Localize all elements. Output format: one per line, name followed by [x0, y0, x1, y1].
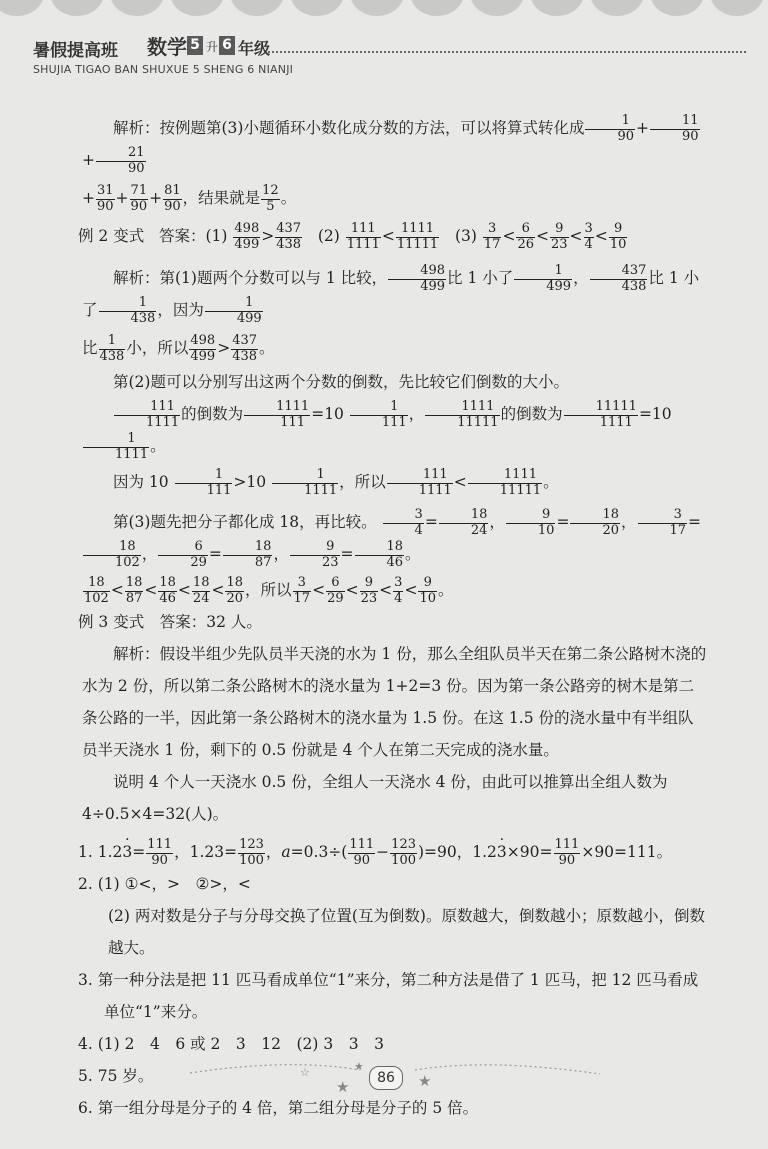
denominator: 4: [414, 522, 423, 538]
plus-sign: +: [115, 189, 129, 207]
fraction: [350, 400, 408, 429]
text: =: [688, 513, 702, 531]
question-2-part-2: (2) 两对数是分子与分母交换了位置(互为倒数)。原数越大，倒数越小；原数越小，倒数越大。: [108, 907, 705, 957]
numerator: 1111: [396, 222, 439, 237]
denominator: 90: [353, 852, 371, 868]
fraction: [393, 576, 403, 605]
denominator: 438: [130, 310, 156, 326]
fraction: [387, 468, 453, 497]
fraction: [114, 400, 180, 429]
denominator: 11111: [499, 482, 542, 498]
numerator: 9: [290, 540, 340, 555]
question-2-answer: 2. (1) ①<，> ②>，<: [78, 875, 251, 893]
analysis-para-1: [82, 112, 708, 176]
numerator: 111: [114, 400, 180, 415]
numerator: 1111: [425, 400, 499, 415]
denominator: 10: [419, 590, 436, 606]
text: =0.3÷(: [290, 843, 348, 861]
numerator: 111: [346, 222, 381, 237]
text: 。: [259, 339, 275, 357]
denominator: 90: [128, 160, 145, 176]
question-6-answer: 6. 第一组分母是分子的 4 倍，第二组分母是分子的 5 倍。: [78, 1099, 479, 1117]
fraction: [348, 838, 375, 867]
text: <: [379, 581, 393, 599]
fraction: [564, 400, 638, 429]
denominator: 5: [266, 198, 275, 214]
numerator: 18: [223, 540, 273, 555]
denominator: 499: [546, 278, 572, 294]
numerator: 437: [276, 221, 302, 237]
fraction: [293, 576, 312, 605]
question-4-answer: 4. (1) 2 4 6 或 2 3 12 (2) 3 3 3: [78, 1035, 384, 1053]
text: ，: [573, 269, 589, 287]
numerator: 3: [584, 221, 593, 237]
denominator: 499: [420, 278, 446, 294]
text: =: [556, 513, 570, 531]
fraction-chain-line: [82, 574, 708, 606]
numerator: 81: [164, 183, 181, 199]
text: =: [132, 843, 146, 861]
numerator: 11111: [564, 400, 638, 415]
denominator: 102: [84, 590, 109, 606]
fraction: [225, 576, 244, 605]
reciprocal-line: [82, 398, 708, 462]
repeating-digit: 3 ·: [497, 836, 507, 868]
fraction: [609, 222, 628, 251]
text: 第(3)题先把分子都化成 18，再比较。: [113, 513, 377, 531]
fraction: [175, 468, 233, 497]
numerator: 1111: [468, 468, 542, 483]
denominator: 17: [669, 522, 687, 538]
numerator: 3: [293, 576, 312, 591]
denominator: 1111: [115, 446, 149, 462]
numerator: 1111: [244, 400, 310, 415]
denominator: 4: [584, 236, 593, 252]
numerator: 111: [147, 837, 173, 853]
fraction: [83, 576, 110, 605]
numerator: 18: [570, 508, 620, 523]
analysis-para-ex2-3: [82, 506, 708, 570]
denominator: 10: [537, 522, 555, 538]
grade-label: 年级: [238, 39, 271, 58]
text: 因为 10: [113, 473, 169, 491]
numerator: 1: [585, 114, 635, 129]
numerator: 12: [262, 183, 279, 199]
numerator: 9: [418, 576, 437, 591]
star-icon: ★: [354, 1060, 364, 1073]
fraction: [346, 222, 381, 251]
question-1-answer: [78, 836, 708, 868]
denominator: 90: [617, 128, 635, 144]
example-2-variant-answer: [78, 220, 708, 252]
numerator: 123: [239, 837, 264, 853]
analysis-para-ex2-2: 第(2)题可以分别写出这两个分数的倒数，先比较它们倒数的大小。: [113, 373, 569, 391]
denominator: 29: [327, 590, 344, 606]
fraction: [231, 334, 258, 363]
variable-a: a: [281, 843, 291, 861]
header-dotted-rule: [268, 51, 746, 53]
fraction: [272, 468, 338, 497]
numerator: 3: [394, 575, 403, 591]
denominator: 90: [151, 852, 168, 868]
text: ，所以: [339, 473, 386, 491]
numerator: 21: [96, 146, 146, 161]
numerator: 498: [190, 333, 216, 349]
denominator: 24: [470, 522, 488, 538]
text: =: [208, 545, 222, 563]
analysis-para-1-cont: [82, 182, 708, 214]
numerator: 3: [638, 508, 688, 523]
text: =10: [311, 405, 344, 423]
denominator: 100: [391, 852, 416, 868]
text: 解析：第(1)题两个分数可以与 1 比较，: [113, 269, 388, 287]
fraction: [99, 296, 157, 325]
denominator: 438: [99, 348, 125, 364]
numerator: 18: [226, 575, 244, 591]
grade-from-badge: 5: [187, 36, 203, 55]
text: <: [211, 581, 225, 599]
denominator: 438: [276, 236, 302, 252]
denominator: 1111: [599, 414, 633, 430]
text: <: [345, 581, 359, 599]
numerator: 123: [391, 837, 416, 853]
text: ，1.23=: [174, 843, 238, 861]
text: <: [502, 227, 516, 245]
fraction: [590, 264, 648, 293]
numerator: 9: [609, 222, 628, 237]
denominator: 111: [381, 414, 407, 430]
text: ，: [273, 545, 289, 563]
text: ，结果就是: [182, 189, 261, 207]
text: <: [569, 227, 583, 245]
numerator: 6: [326, 576, 345, 591]
numerator: 1: [175, 468, 233, 483]
fraction: [83, 540, 141, 569]
text: 。: [280, 189, 297, 207]
denominator: 11111: [396, 236, 439, 252]
text: <: [110, 581, 124, 599]
numerator: 9: [506, 508, 556, 523]
star-icon: ★: [336, 1078, 350, 1096]
denominator: 87: [125, 590, 143, 606]
denominator: 23: [360, 590, 378, 606]
fraction: [192, 576, 211, 605]
text: <: [594, 227, 608, 245]
fraction: [585, 114, 635, 143]
numerator: 31: [97, 183, 114, 199]
fraction: [650, 114, 700, 143]
denominator: 438: [232, 348, 258, 364]
numerator: 1: [83, 432, 149, 447]
denominator: 4: [394, 590, 403, 606]
numerator: 437: [590, 264, 648, 279]
text: )=90，1.2: [418, 843, 497, 861]
denominator: 438: [621, 278, 647, 294]
text: >: [261, 227, 275, 245]
fraction: [355, 540, 405, 569]
numerator: 18: [355, 540, 405, 555]
numerator: 1: [99, 334, 126, 349]
fraction: [396, 222, 439, 251]
fraction: [550, 222, 569, 251]
analysis-para-ex3: 解析：假设半组少先队员半天浇的水为 1 份，那么全组队员半天在第二条公路树木浇的水为 2 份，所以第二条公路树木的浇水量为 1+2=3 份。因为第一条公路旁的树木是第二条公路的一半，因此第一条公路树木的浇水量为 1.5 份。在这 1.5 份的浇水量中有半组队员半天浇水 1 份，剩下的 0.5 份就是 4 个人在第二天完成的浇水量。: [82, 645, 707, 759]
numerator: 71: [130, 183, 148, 199]
fraction: [326, 576, 345, 605]
text: <: [312, 581, 326, 599]
numerator: 1: [350, 400, 408, 415]
text: (3): [454, 227, 477, 245]
numerator: 1: [272, 468, 338, 483]
text: ，所以: [245, 581, 292, 599]
fraction: [638, 508, 688, 537]
text: 比: [82, 339, 98, 357]
numerator: 18: [83, 540, 141, 555]
text: ，: [620, 513, 637, 531]
text: =10: [638, 405, 672, 423]
example-label: 例 2 变式: [78, 227, 145, 245]
denominator: 23: [321, 554, 339, 570]
example-3-variant-answer: 例 3 变式 答案：32 人。: [78, 613, 262, 631]
fraction: [468, 468, 542, 497]
denominator: 90: [164, 198, 181, 214]
text: 的倒数为: [500, 405, 563, 423]
denominator: 100: [239, 852, 264, 868]
text: <: [535, 227, 549, 245]
numerator: 11: [650, 114, 700, 129]
fraction: [189, 334, 216, 363]
fraction: [439, 508, 489, 537]
fraction: [290, 540, 340, 569]
text: <: [404, 581, 418, 599]
text: ，因为: [157, 301, 204, 319]
denominator: 1111: [346, 236, 380, 252]
text: ，: [489, 513, 505, 531]
numerator: 18: [83, 576, 110, 591]
fraction: [275, 222, 302, 251]
fraction: [584, 222, 594, 251]
text: <: [144, 581, 158, 599]
numerator: 6: [516, 222, 535, 237]
fraction: [158, 576, 177, 605]
denominator: 26: [517, 236, 534, 252]
fraction: [390, 838, 417, 867]
text: <: [177, 581, 191, 599]
fraction: [163, 184, 182, 213]
denominator: 17: [293, 590, 311, 606]
book-subject: 数学: [147, 35, 187, 59]
text: 解析：按例题第(3)小题循环小数化成分数的方法，可以将算式转化成: [113, 119, 585, 137]
numerator: 111: [387, 468, 453, 483]
text: 小，所以: [126, 339, 189, 357]
repeating-digit: 3 ·: [122, 836, 132, 868]
denominator: 111: [280, 414, 306, 430]
fraction: [205, 296, 263, 325]
fraction: [146, 838, 173, 867]
plus-sign: +: [149, 189, 163, 207]
denominator: 10: [609, 236, 627, 252]
fraction: [261, 184, 280, 213]
denominator: 23: [550, 236, 568, 252]
fraction: [506, 508, 556, 537]
denominator: 11111: [457, 414, 499, 430]
denominator: 111: [206, 482, 232, 498]
fraction: [158, 540, 208, 569]
numerator: 498: [234, 221, 260, 237]
answer-label: 答案：(1): [159, 227, 228, 245]
fraction: [483, 222, 502, 251]
fraction: [96, 184, 115, 213]
book-title-pinyin: SHUJIA TIGAO BAN SHUXUE 5 SHENG 6 NIANJI: [33, 63, 294, 76]
analysis-para-ex2-1-cont: [82, 332, 708, 364]
denominator: 46: [159, 590, 176, 606]
text: 。: [543, 473, 559, 491]
denominator: 499: [234, 236, 260, 252]
text: −: [376, 843, 390, 861]
text: <: [381, 227, 395, 245]
denominator: 102: [115, 554, 140, 570]
denominator: 90: [97, 198, 114, 214]
reciprocal-compare-line: [82, 466, 708, 498]
denominator: 24: [192, 590, 210, 606]
text: 。: [438, 581, 454, 599]
fraction: [388, 264, 446, 293]
numerator: 9: [360, 576, 379, 591]
grade-to-badge: 6: [219, 36, 235, 55]
plus-sign: +: [82, 189, 95, 207]
question-3-answer: 3. 第一种分法是把 11 匹马看成单位“1”来分，第二种方法是借了 1 匹马，把 12 匹马看成单位“1”来分。: [78, 971, 699, 1021]
denominator: 499: [190, 348, 216, 364]
numerator: 3: [383, 508, 424, 523]
question-5-answer: 5. 75 岁。: [78, 1067, 154, 1085]
denominator: 90: [130, 198, 148, 214]
numerator: 18: [159, 575, 176, 591]
numerator: 111: [554, 837, 580, 853]
numerator: 9: [550, 222, 569, 237]
star-icon: ★: [418, 1072, 432, 1090]
answer-content: [78, 112, 708, 1124]
text: (2): [317, 227, 340, 245]
fraction: [554, 838, 581, 867]
numerator: 1: [99, 296, 157, 311]
text: =: [340, 545, 354, 563]
denominator: 1111: [304, 482, 338, 498]
fraction: [360, 576, 379, 605]
fraction: [99, 334, 126, 363]
text: 。: [150, 437, 166, 455]
book-title: 暑假提高班: [33, 41, 118, 61]
text: ，: [141, 545, 158, 563]
numerator: 3: [483, 222, 502, 237]
text: =: [424, 513, 438, 531]
denominator: 90: [682, 128, 699, 144]
numerator: 6: [158, 540, 208, 555]
text: >10: [233, 473, 267, 491]
fraction: [425, 400, 499, 429]
denominator: 46: [386, 554, 404, 570]
numerator: 18: [125, 575, 143, 591]
denominator: 1111: [146, 414, 180, 430]
text: ×90=111。: [581, 843, 673, 861]
fraction: [223, 540, 273, 569]
numerator: 1: [205, 296, 263, 311]
text: ×90=: [506, 843, 553, 861]
numerator: 1: [514, 264, 572, 279]
fraction: [96, 146, 146, 175]
fraction: [233, 222, 260, 251]
text: >: [217, 339, 231, 357]
fraction: [244, 400, 310, 429]
grade-sheng: 升: [206, 40, 219, 54]
denominator: 1111: [418, 482, 452, 498]
numerator: 498: [388, 264, 446, 279]
fraction: [570, 508, 620, 537]
text: <: [453, 473, 467, 491]
numerator: 111: [349, 837, 375, 853]
numerator: 18: [192, 575, 210, 591]
denominator: 87: [254, 554, 272, 570]
fraction: [516, 222, 535, 251]
denominator: 17: [483, 236, 501, 252]
fraction: [238, 838, 265, 867]
fraction: [130, 184, 149, 213]
top-scallop-border: [0, 0, 768, 26]
fraction: [514, 264, 572, 293]
explanation-para-ex3: 说明 4 个人一天浇水 0.5 份，全组人一天浇水 4 份，由此可以推算出全组人数为 4÷0.5×4=32(人)。: [82, 773, 668, 823]
text: 比 1 小了: [447, 269, 514, 287]
denominator: 29: [190, 554, 207, 570]
fraction: [83, 432, 149, 461]
fraction: [418, 576, 437, 605]
page-number: 86: [369, 1066, 403, 1090]
text: 1. 1.2: [78, 843, 123, 861]
star-icon: ☆: [300, 1066, 310, 1079]
denominator: 20: [602, 522, 619, 538]
denominator: 20: [226, 590, 244, 606]
text: 比 1 小了: [82, 269, 700, 319]
plus-sign: +: [82, 151, 95, 169]
text: ，: [265, 843, 282, 861]
denominator: 499: [236, 310, 262, 326]
numerator: 437: [232, 333, 258, 349]
text: 。: [405, 545, 421, 563]
numerator: 18: [439, 508, 489, 523]
fraction: [383, 508, 424, 537]
plus-sign: +: [636, 119, 650, 137]
text: 的倒数为: [181, 405, 244, 423]
analysis-para-ex2-1: [82, 262, 708, 326]
denominator: 90: [558, 852, 576, 868]
fraction: [125, 576, 144, 605]
text: ，: [408, 405, 425, 423]
